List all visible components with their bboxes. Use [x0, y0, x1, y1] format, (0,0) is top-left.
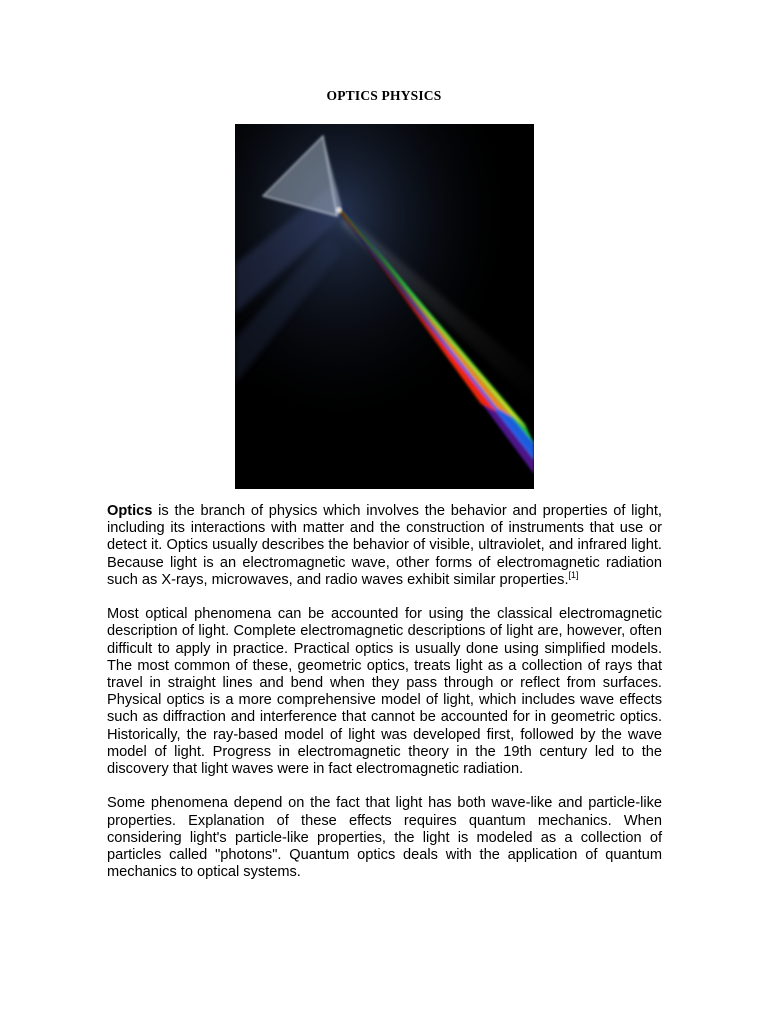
optics-term: Optics [107, 503, 153, 519]
body-text [107, 503, 662, 899]
paragraph-text: Most optical phenomena can be accounted for using the classical electromagnetic description of light. Complete electromagnetic descriptions of light are, however, often difficult to apply in practice. Practical optics is usually done using simplified models. The most common of these, geometric optics, treats light as a collection of rays that travel in straight lines and bend when they pass through or reflect from surfaces. Physical optics is a more comprehensive model of light, which includes wave effects such as diffraction and interference that cannot be accounted for in geometric optics. Historically, the ray-based model of light was developed first, followed by the wave model of light. Progress in electromagnetic theory in the 19th century led to the discovery that light waves were in fact electromagnetic radiation. [107, 606, 662, 778]
citation-link[interactable]: [1] [568, 569, 579, 580]
page-title: OPTICS PHYSICS [326, 88, 442, 103]
paragraph-classical [107, 606, 662, 778]
paragraph-text: Some phenomena depend on the fact that light has both wave-like and particle-like properties. Explanation of these effects requires quantum mechanics. When considering light's particle-like properties, the light is modeled as a collection of particles called "photons". Quantum optics deals with the application of quantum mechanics to optical systems. [107, 795, 662, 881]
paragraph-quantum [107, 795, 662, 881]
paragraph-intro [107, 503, 662, 589]
paragraph-text: is the branch of physics which involves the behavior and properties of light, including its interactions with matter and the construction of instruments that use or detect it. Optics usually describes the behavior of visible, ultraviolet, and infrared light. Because light is an electromagnetic wave, other forms of electromagnetic radiation such as X-rays, microwaves, and radio waves exhibit similar properties. [107, 503, 662, 588]
prism-spectrum-image [235, 124, 534, 489]
prism-spectrum-icon [235, 124, 534, 489]
